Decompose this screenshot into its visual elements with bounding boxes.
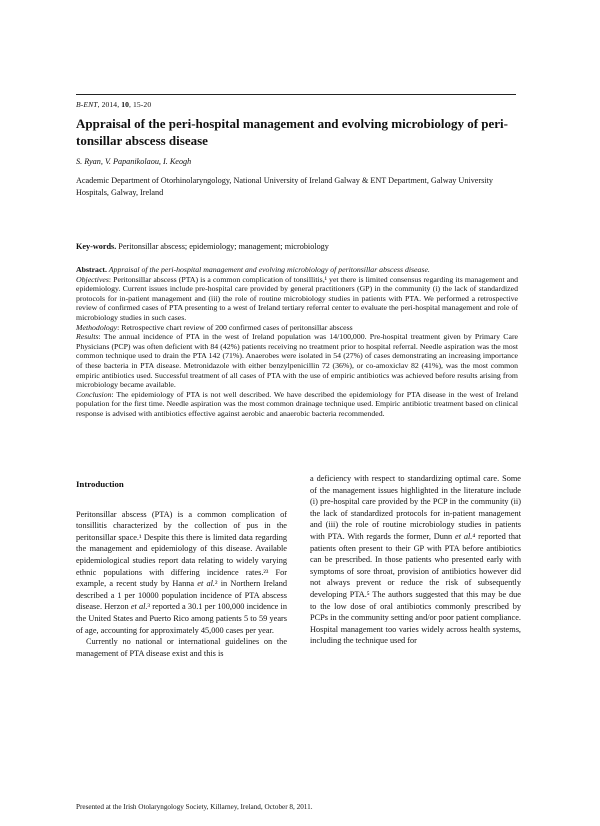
et-al: et al.: [455, 531, 473, 541]
conclusion-label: Conclusion: [76, 389, 112, 399]
abstract-results: [76, 332, 518, 390]
conclusion-text: : The epidemiology of PTA is not well described. We have described the epidemiology for PTA disease in the west of Ireland population for the first time. Needle aspiration was the most common drainage technique used. Empiric antibiotic treatment based on clinical response is advised with antibiotics effective against aerobic and anaerobic bacteria recommended.: [76, 389, 518, 418]
methodology-label: Methodology: [76, 322, 118, 332]
paper-title: Appraisal of the peri-hospital management and evolving microbiology of peri-tonsillar abscess disease: [76, 116, 509, 148]
intro-p3-text: a deficiency with respect to standardizing optimal care. Some of the management issues highlighted in the literature include (i) pre-hospital care provided by the PCP in the community (ii) the lack of standardized protocols for in-patient management and (iii) the role of routine microbiology studies in patients with PTA. With regards the former, Dunn: [310, 474, 521, 541]
intro-p1-text: Peritonsillar abscess (PTA) is a common complication of tonsillitis characterized by the collection of pus in the peritonsillar space.¹ Despite this there is limited data regarding the management and epidemiology of this disease. Available epidemiological studies report data relating to widely varying ethnic populations with differing incidence rates.²³ For example, a recent study by Hanna: [76, 509, 287, 589]
affiliation: Academic Department of Otorhinolaryngology, National University of Ireland Galway & ENT Department, Galway University Hospitals, Galway, Ireland: [76, 176, 493, 197]
intro-p1-text-b: ² in Northern Ireland described a 1 per 10000 population incidence of PTA abscess disease. Herzon: [76, 579, 288, 612]
keywords-text: Peritonsillar abscess; epidemiology; management; microbiology: [116, 242, 329, 251]
intro-paragraph-2: Currently no national or international guidelines on the management of PTA disease exist and this is: [76, 637, 287, 658]
author-list: S. Ryan, V. Papanikolaou, I. Keogh: [76, 157, 192, 166]
intro-paragraph-3: [310, 473, 521, 647]
et-al: et al.: [197, 579, 216, 589]
abstract-title-line: [76, 265, 518, 275]
body-column-right: [310, 473, 521, 647]
citation-year: , 2014,: [97, 100, 122, 109]
header-rule: [76, 94, 516, 95]
results-text: : The annual incidence of PTA in the west of Ireland population was 14/100,000. Pre-hospital treatment given by Primary Care Physicians (PCP) was often deficient with 84 (42%) patients receiving no treatment prior to hospital referral. Needle aspiration was the most common technique used to drain the PTA 142 (71%). Anaerobes were isolated in 54 (27%) of cases demonstrating an increasing importance of these bacteria in PTA disease. Metronidazole with either benzylpenicillin 72 (36%), or co-amoxiclav 82 (41%), was the most common empiric antibiotics used. Successful treatment of all cases of PTA with the use of empiric antibiotics was achieved before results arising from microbiology became available.: [76, 332, 518, 390]
abstract-objectives: [76, 275, 518, 323]
citation-pages: , 15-20: [129, 100, 152, 109]
keywords: [76, 242, 518, 251]
body-column-left: [76, 473, 287, 659]
methodology-text: : Retrospective chart review of 200 confirmed cases of peritonsillar abscess: [117, 322, 353, 332]
objectives-label: Objectives: [76, 274, 109, 284]
keywords-label: Key-words.: [76, 242, 117, 251]
intro-paragraph-1: [76, 509, 287, 637]
abstract-conclusion: [76, 390, 518, 419]
abstract-label: Abstract.: [76, 265, 107, 274]
abstract-title: Appraisal of the peri-hospital management and evolving microbiology of peritonsillar abscess disease.: [106, 265, 430, 274]
journal-name: B-ENT: [76, 100, 98, 109]
citation-volume: 10: [121, 100, 129, 109]
intro-p3-text-b: ⁴ reported that patients often present to their GP with PTA before antibiotics can be prescribed. In those patients who presented early with symptoms of sore throat, provision of antibiotics however did not always prevent or reduce the risk of subsequently developing PTA.⁵ The authors suggested that this may be due to the low dose of oral antibiotics commonly prescribed by PCPs in the community setting and/or poor patient compliance. Hospital management too varies widely across health systems, including the technique used for: [310, 531, 521, 646]
footnote: Presented at the Irish Otolaryngology Society, Killarney, Ireland, October 8, 2011.: [76, 803, 313, 811]
et-al: et al.: [130, 602, 148, 612]
results-label: Results: [76, 332, 99, 342]
abstract: [76, 265, 518, 419]
section-heading-introduction: Introduction: [76, 479, 124, 489]
intro-p1-text-c: ³ reported a 30.1 per 100,000 incidence in the United States and Puerto Rico among patients 5 to 59 years of age, accounting for approximately 45,000 cases per year.: [76, 602, 287, 635]
journal-citation: [76, 100, 151, 109]
objectives-text: : Peritonsillar abscess (PTA) is a common complication of tonsillitis,¹ yet there is limited consensus regarding its management and epidemiology. Current issues include pre-hospital care provided by general practitioners (GP) in the community (i) the lack of standardized protocols for in-patient management and (iii) the role of routine microbiology studies in patients with PTA. We performed a retrospective review of confirmed cases of PTA presenting to a west of Ireland tertiary referral center to evaluate the peri-hospital management and role of microbiology studies in such cases.: [76, 274, 518, 322]
abstract-methodology: [76, 323, 518, 333]
